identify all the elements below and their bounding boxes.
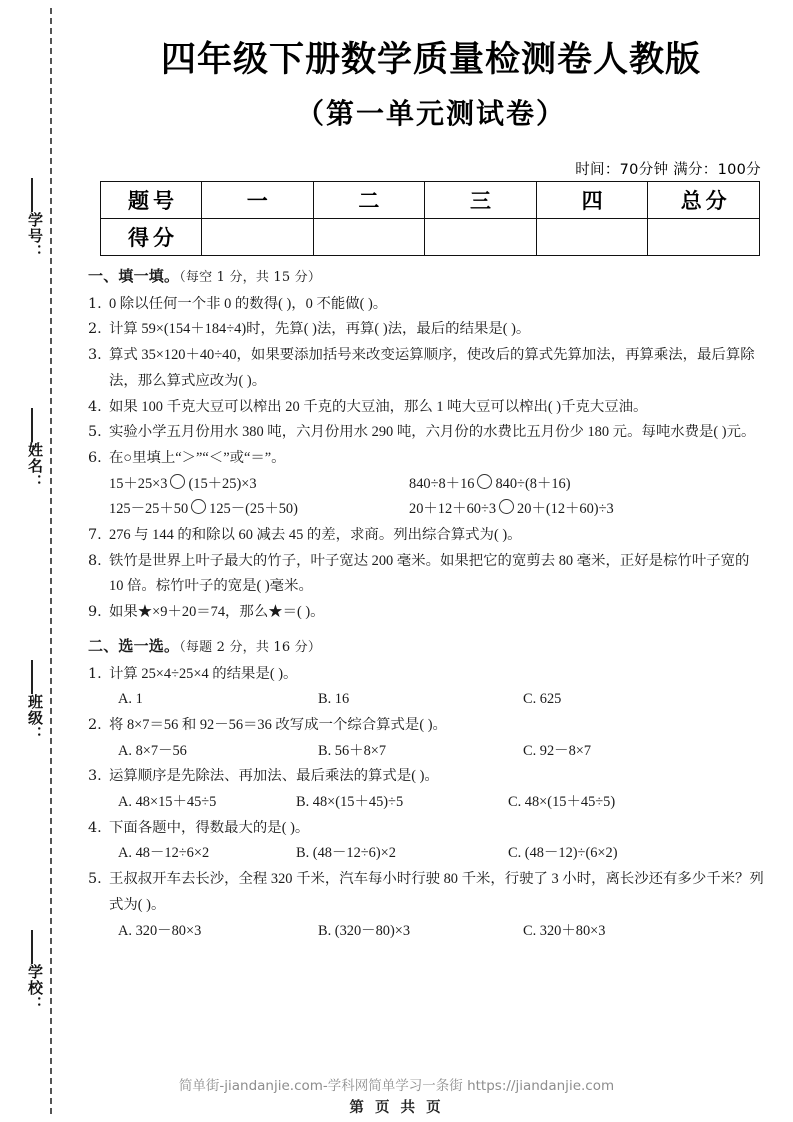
score-table-col-1: 一 [202, 182, 314, 219]
question-fill-7 [88, 523, 764, 549]
question-number: 4. [88, 398, 102, 415]
question-text: 实验小学五月份用水 380 吨，六月份用水 290 吨，六月份的水费比五月份少 180 元。每吨水费是( )元。 [109, 424, 756, 441]
score-cell-total[interactable] [648, 219, 760, 256]
option-a[interactable]: A. 8×7－56 [118, 742, 187, 759]
page-subtitle: （第一单元测试卷） [295, 97, 566, 130]
question-fill-3 [88, 343, 764, 394]
question-choice-5 [88, 867, 764, 918]
score-cell-1[interactable] [202, 219, 314, 256]
compare-circle[interactable] [191, 499, 206, 514]
option-c[interactable]: C. 320＋80×3 [523, 922, 606, 939]
compare-expr-b: 125－(25＋50) [209, 501, 298, 518]
option-c[interactable]: C. 92－8×7 [523, 742, 592, 759]
question-number: 1. [88, 665, 102, 682]
compare-expr-b: 20＋(12＋60)÷3 [517, 501, 614, 518]
question-fill-2 [88, 317, 764, 343]
options-choice-4 [88, 841, 764, 867]
score-table [100, 181, 760, 256]
watermark-text: 简单街-jiandanjie.com-学科网简单学习一条街 https://jiandanjie.com [178, 1078, 615, 1094]
question-number: 6. [88, 449, 102, 466]
section-heading-choice [88, 634, 764, 661]
compare-pair-right [409, 497, 614, 523]
question-number: 2. [88, 716, 102, 733]
exam-meta-info: 时间：70分钟 满分：100分 [575, 162, 761, 178]
score-table-col-total: 总分 [648, 182, 760, 219]
margin-rule [31, 660, 33, 694]
option-b[interactable]: B. 16 [318, 691, 350, 708]
question-fill-9 [88, 600, 764, 626]
options-choice-2 [88, 739, 764, 765]
score-cell-4[interactable] [536, 219, 648, 256]
score-table-col-4: 四 [536, 182, 648, 219]
option-a[interactable]: A. 48×15＋45÷5 [118, 794, 217, 811]
question-text: 计算 59×(154＋184÷4)时，先算( )法，再算( )法，最后的结果是( )。 [109, 321, 531, 338]
score-cell-2[interactable] [313, 219, 425, 256]
compare-pair-left [109, 497, 409, 523]
dashed-fold-line [50, 8, 52, 1114]
compare-pair-left [109, 472, 409, 498]
section-points: （每空 1 分，共 15 分） [179, 270, 322, 285]
score-table-col-3: 三 [425, 182, 537, 219]
page-number-footer: 第 页 共 页 [349, 1100, 444, 1116]
question-text: 276 与 144 的和除以 60 减去 45 的差，求商。列出综合算式为( )。 [109, 527, 522, 544]
question-number: 5. [88, 424, 102, 441]
question-text: 如果 100 千克大豆可以榨出 20 千克的大豆油，那么 1 吨大豆可以榨出( )千克大豆油。 [109, 398, 648, 415]
question-number: 4. [88, 819, 102, 836]
option-a[interactable]: A. 1 [118, 691, 143, 708]
compare-circle[interactable] [170, 474, 185, 489]
exam-body [88, 264, 764, 944]
score-table-row-label: 题号 [101, 182, 202, 219]
question-text: 计算 25×4÷25×4 的结果是( )。 [109, 665, 298, 682]
margin-label-student-id: 学号： [26, 212, 44, 260]
table-row-question-numbers [101, 182, 760, 219]
compare-circle[interactable] [477, 474, 492, 489]
compare-circle[interactable] [499, 499, 514, 514]
question-text: 如果★×9＋20＝74，那么★＝( )。 [109, 604, 325, 621]
question-choice-2 [88, 713, 764, 739]
question-fill-6 [88, 446, 764, 472]
question-text: 算式 35×120＋40÷40，如果要添加括号来改变运算顺序，使改后的算式先算加法，再算乘法，最后算除法，那么算式应改为( )。 [109, 347, 755, 389]
options-choice-5 [88, 919, 764, 945]
option-b[interactable]: B. 56＋8×7 [318, 742, 387, 759]
score-table-row-label: 得分 [101, 219, 202, 256]
question-text: 在○里填上“＞”“＜”或“＝”。 [109, 449, 286, 466]
compare-row-1 [88, 472, 764, 498]
option-b[interactable]: B. (320－80)×3 [318, 922, 411, 939]
margin-rule [31, 408, 33, 442]
question-number: 3. [88, 768, 102, 785]
section-title: 一、填一填。 [88, 267, 180, 285]
option-b[interactable]: B. 48×(15＋45)÷5 [296, 794, 404, 811]
margin-label-name: 姓名： [26, 442, 44, 490]
score-cell-3[interactable] [425, 219, 537, 256]
compare-row-2 [88, 497, 764, 523]
question-choice-4 [88, 816, 764, 842]
options-choice-3 [88, 790, 764, 816]
page-title: 四年级下册数学质量检测卷人教版 [160, 40, 701, 80]
question-fill-8 [88, 549, 764, 600]
option-a[interactable]: A. 320－80×3 [118, 922, 202, 939]
question-choice-1 [88, 662, 764, 688]
question-text: 运算顺序是先除法、再加法、最后乘法的算式是( )。 [109, 768, 439, 785]
question-number: 8. [88, 552, 102, 569]
option-c[interactable]: C. 625 [523, 691, 562, 708]
option-b[interactable]: B. (48－12÷6)×2 [296, 845, 396, 862]
compare-expr-a: 20＋12＋60÷3 [409, 501, 497, 518]
question-fill-1 [88, 292, 764, 318]
compare-expr-b: (15＋25)×3 [188, 475, 257, 492]
question-text: 王叔叔开车去长沙，全程 320 千米，汽车每小时行驶 80 千米，行驶了 3 小时，离长沙还有多少千米？列式为( )。 [109, 871, 764, 913]
margin-label-class: 班级： [26, 694, 44, 742]
margin-label-school: 学校： [26, 964, 44, 1012]
question-number: 2. [88, 321, 102, 338]
margin-rule [31, 930, 33, 964]
question-number: 1. [88, 295, 102, 312]
section-title: 二、选一选。 [88, 636, 180, 655]
binding-margin [0, 0, 86, 1122]
compare-expr-a: 840÷8＋16 [409, 475, 475, 492]
margin-rule [31, 178, 33, 212]
score-table-col-2: 二 [313, 182, 425, 219]
question-text: 下面各题中，得数最大的是( )。 [109, 819, 310, 836]
compare-expr-a: 15＋25×3 [109, 475, 168, 492]
question-choice-3 [88, 764, 764, 790]
table-row-scores [101, 219, 760, 256]
question-fill-4 [88, 395, 764, 421]
options-choice-1 [88, 687, 764, 713]
question-text: 将 8×7＝56 和 92－56＝36 改写成一个综合算式是( )。 [109, 716, 447, 733]
option-a[interactable]: A. 48－12÷6×2 [118, 845, 210, 862]
compare-pair-right [409, 472, 571, 498]
option-c[interactable]: C. 48×(15＋45÷5) [508, 794, 616, 811]
question-text: 0 除以任何一个非 0 的数得( )，0 不能做( )。 [109, 295, 388, 312]
section-heading-fill-in [88, 264, 764, 291]
question-number: 5. [88, 871, 102, 888]
question-number: 3. [88, 347, 102, 364]
question-number: 9. [88, 604, 102, 621]
compare-expr-b: 840÷(8＋16) [495, 475, 571, 492]
question-fill-5 [88, 420, 764, 446]
compare-expr-a: 125－25＋50 [109, 501, 189, 518]
question-text: 铁竹是世界上叶子最大的竹子，叶子宽达 200 毫米。如果把它的宽剪去 80 毫米，正好是棕竹叶子宽的 10 倍。棕竹叶子的宽是( )毫米。 [109, 552, 750, 595]
question-number: 7. [88, 527, 102, 544]
option-c[interactable]: C. (48－12)÷(6×2) [508, 845, 618, 862]
section-points: （每题 2 分，共 16 分） [179, 639, 322, 655]
